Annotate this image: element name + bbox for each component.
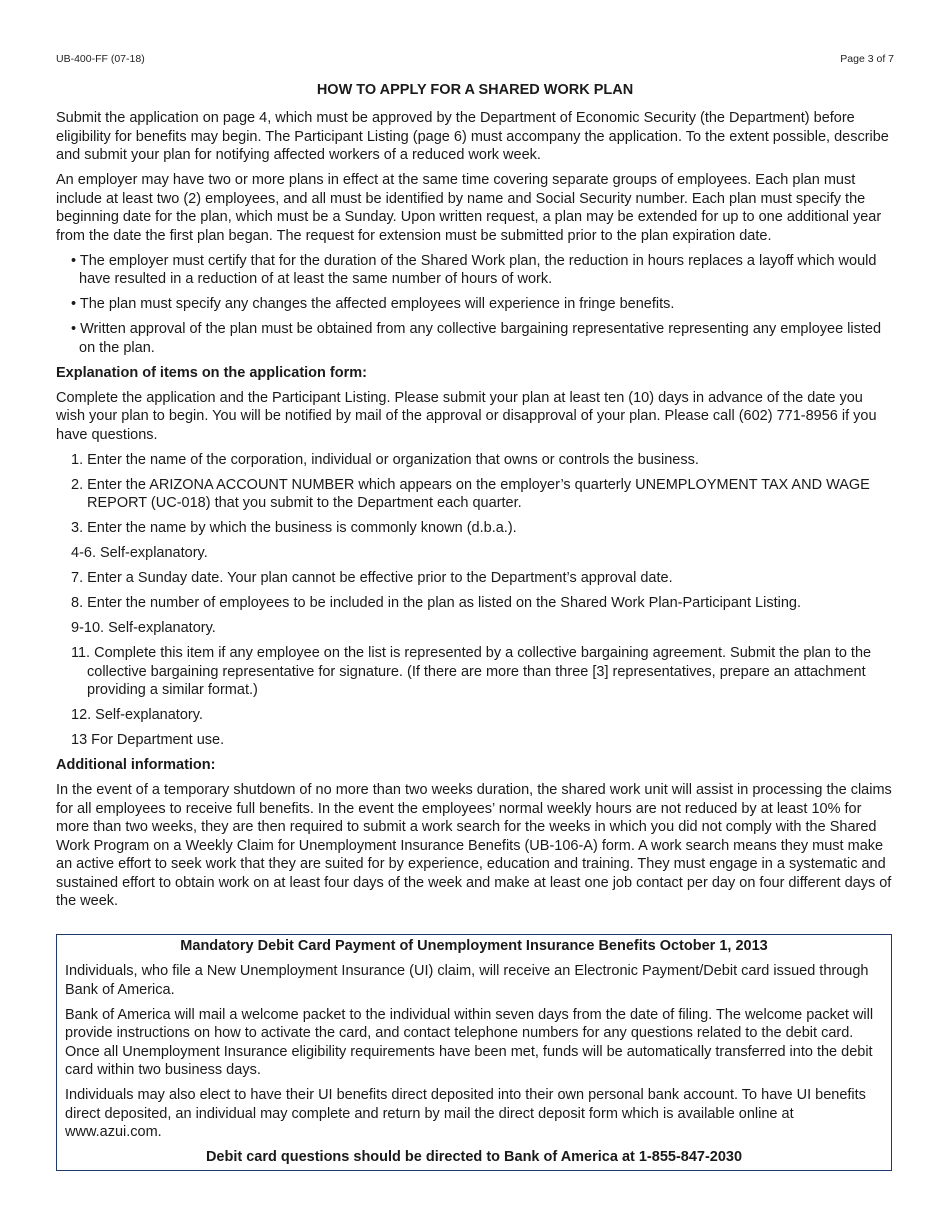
list-item: 8. Enter the number of employees to be included in the plan as listed on the Shared Work Plan-Participant Listing. [71, 595, 801, 611]
debit-card-notice-box [56, 934, 892, 1171]
section-heading: Explanation of items on the application form: [56, 364, 367, 381]
section-heading: Additional information: [56, 757, 216, 773]
document-body [56, 109, 894, 917]
page-number: Page 3 of 7 [840, 53, 894, 65]
form-id: UB-400-FF (07-18) [56, 53, 145, 65]
list-item: 2. Enter the ARIZONA ACCOUNT NUMBER which appears on the employer’s quarterly UNEMPLOYMENT TAX AND WAGE REPORT (UC-018) that you submit to the Department each quarter. [71, 476, 870, 511]
notice-paragraph: Individuals, who file a New Unemployment Insurance (UI) claim, will receive an Electronic Payment/Debit card issued through Bank of America. [65, 963, 869, 998]
list-item: 12. Self-explanatory. [71, 707, 203, 723]
list-item: • The employer must certify that for the duration of the Shared Work plan, the reduction in hours replaces a layoff which would have resulted in a reduction of at least the same number of hours of work. [71, 252, 877, 287]
intro-paragraph: An employer may have two or more plans in effect at the same time covering separate groups of employees. Each plan must include at least two (2) employees, and all must be identified by name and Social Security number. Each plan must specify the beginning date for the plan, which must be a Sunday. Upon written request, a plan may be extended for up to one additional year from the date the first plan began. The request for extension must be submitted prior to the plan expiration date. [56, 172, 882, 244]
explanation-paragraph: Complete the application and the Participant Listing. Please submit your plan at least ten (10) days in advance of the date you wish your plan to begin. You will be notified by mail of the approval or disapproval of your plan. Please call (602) 771-8956 if you have questions. [56, 389, 877, 443]
list-item: 1. Enter the name of the corporation, individual or organization that owns or controls the business. [71, 451, 699, 468]
notice-paragraph: Bank of America will mail a welcome packet to the individual within seven days from the date of filing. The welcome packet will provide instructions on how to activate the card, and contact telephone numbers for any questions related to the debit card. Once all Unemployment Insurance eligibility requirements have been met, funds will be automatically transferred into the debit card within two business days. [65, 1006, 874, 1078]
list-item: 7. Enter a Sunday date. Your plan cannot be effective prior to the Department’s approval date. [71, 570, 673, 586]
notice-title: Mandatory Debit Card Payment of Unemployment Insurance Benefits October 1, 2013 [180, 938, 768, 954]
notice-paragraph: Individuals may also elect to have their UI benefits direct deposited into their own personal bank account. To have UI benefits direct deposited, an individual may complete and return by mail the direct deposit form which is available online at www.azui.com. [65, 1087, 866, 1140]
list-item: 11. Complete this item if any employee on the list is represented by a collective bargaining agreement. Submit the plan to the collective bargaining representative for signature. (If there are more than three [3] representatives, prepare an attachment providing a similar format.) [71, 645, 872, 698]
list-item: • Written approval of the plan must be obtained from any collective bargaining representative representing any employee listed on the plan. [71, 321, 882, 356]
list-item: 9-10. Self-explanatory. [71, 620, 216, 636]
list-item: 4-6. Self-explanatory. [71, 545, 208, 561]
list-item: • The plan must specify any changes the affected employees will experience in fringe benefits. [71, 296, 675, 312]
page-title: HOW TO APPLY FOR A SHARED WORK PLAN [316, 82, 634, 98]
notice-footer: Debit card questions should be directed to Bank of America at 1-855-847-2030 [205, 1149, 743, 1165]
intro-paragraph: Submit the application on page 4, which must be approved by the Department of Economic Security (the Department) before eligibility for benefits may begin. The Participant Listing (page 6) must accompany the application. To the extent possible, describe and submit your plan for notifying affected workers of a reduced work week. [56, 110, 889, 163]
additional-paragraph: In the event of a temporary shutdown of no more than two weeks duration, the shared work unit will assist in processing the claims for all employees to receive full benefits. In the event the employees’ normal weekly hours are not reduced by at least 10% for more than two weeks, they are then required to submit a work search for the weeks in which you did not comply with the Shared Work Program on a Weekly Claim for Unemployment Insurance Benefits (UB-106-A) form. A work search means they must make an active effort to seek work that they are suited for by experience, education and training. They must engage in a systematic and sustained effort to obtain work on at least four days of the week and make at least one job contact per day on four different days of the week. [56, 782, 892, 909]
list-item: 3. Enter the name by which the business is commonly known (d.b.a.). [71, 520, 517, 536]
list-item: 13 For Department use. [71, 732, 225, 748]
requirements-list [56, 252, 894, 358]
items-list [56, 451, 894, 750]
